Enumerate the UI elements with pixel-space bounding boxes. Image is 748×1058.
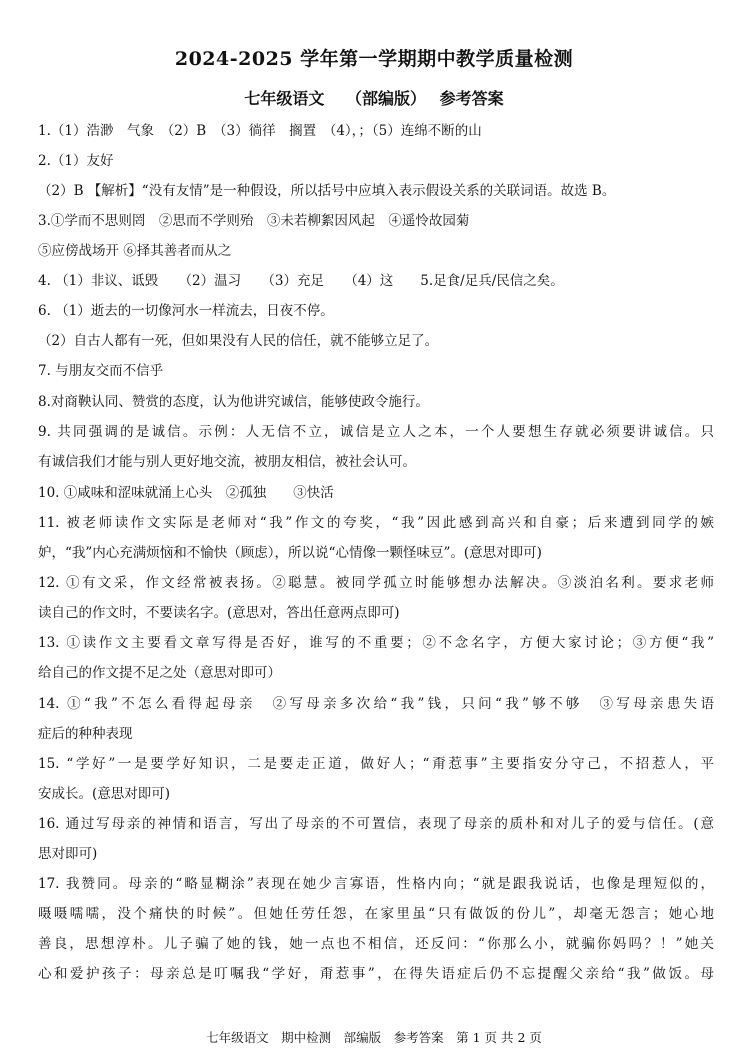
answer-line: 安成长。(意思对即可) — [38, 786, 171, 802]
answer-line: 给自己的作文提不足之处（意思对即可） — [38, 665, 281, 681]
answer-line: 3.①学而不思则罔 ②思而不学则殆 ③未若柳絮因风起 ④遥怜故园菊 — [38, 213, 470, 229]
answer-line: 有诚信我们才能与别人更好地交流，被朋友相信，被社会认可。 — [38, 454, 416, 470]
answer-line: 读自己的作文时，不要读名字。(意思对，答出任意两点即可) — [38, 605, 400, 621]
answer-line: 7. 与朋友交而不信乎 — [38, 363, 164, 379]
answer-line: 11. 被老师读作文实际是老师对“我”作文的夸奖，“我”因此感到高兴和自豪；后来遭到同学的嫉 — [38, 515, 714, 531]
answer-line: 17. 我赞同。母亲的“略显糊涂”表现在她少言寡语，性格内向；“就是跟我说话，也像是理短似的， — [38, 876, 714, 892]
answer-line: 6. （1）逝去的一切像河水一样流去，日夜不停。 — [38, 303, 334, 319]
answer-line: 12. ①有文采，作文经常被表扬。②聪慧。被同学孤立时能够想办法解决。③淡泊名利。要求老师 — [38, 575, 714, 591]
answer-line: 心和爱护孩子：母亲总是叮嘱我“学好，甭惹事”，在得失语症后仍不忘提醒父亲给“我”做饭。母 — [38, 966, 714, 982]
answer-line: 9. 共同强调的是诚信。示例：人无信不立，诚信是立人之本，一个人要想生存就必须要讲诚信。只 — [38, 424, 714, 440]
answer-line: 思对即可) — [38, 846, 98, 862]
answer-line: 16. 通过写母亲的神情和语言，写出了母亲的不可置信，表现了母亲的质朴和对儿子的爱与信任。(意 — [38, 816, 714, 832]
answer-line: 1.（1）浩渺 气象 （2）B （3）徜徉 搁置 （4），；（5）连绵不断的山 — [38, 123, 482, 139]
answer-line: 症后的种种表现 — [38, 726, 133, 742]
answer-line: 14. ①“我”不怎么看得起母亲 ②写母亲多次给“我”钱，只问“我”够不够 ③写母亲患失语 — [38, 696, 714, 712]
answer-line: 善良，思想淳朴。儿子骗了她的钱，她一点也不相信，还反问：“你那么小，就骗你妈吗？！”她关 — [38, 936, 714, 952]
document-title: 2024-2025 学年第一学期期中教学质量检测 — [174, 48, 574, 70]
page-footer: 七年级语文 期中检测 部编版 参考答案 第 1 页 共 2 页 — [206, 1030, 542, 1045]
answer-line: 8.对商鞅认同、赞赏的态度，认为他讲究诚信，能够使政令施行。 — [38, 394, 429, 410]
document-subtitle: 七年级语文 （部编版） 参考答案 — [244, 89, 504, 108]
answer-line: （2）B 【解析】“没有友情”是一种假设，所以括号中应填入表示假设关系的关联词语。故选 B。 — [38, 183, 616, 199]
answer-line: 4. （1）非议、诋毁 （2）温习 （3）充足 （4）这 5.足食/足兵/民信之矣。 — [38, 273, 564, 289]
answer-line: 2.（1）友好 — [38, 153, 114, 169]
answer-line: （2）自古人都有一死，但如果没有人民的信任，就不能够立足了。 — [38, 333, 439, 349]
answer-line: 15. “学好”一是要学好知识，二是要走正道，做好人；“甭惹事”主要指安分守己，不招惹人，平 — [38, 756, 714, 772]
answer-line: 10. ①咸味和涩味就涌上心头 ②孤独 ③快活 — [38, 485, 334, 501]
answer-line: 妒，“我”内心充满烦恼和不愉快（顾虑），所以说“心情像一颗怪味豆”。(意思对即可) — [38, 545, 542, 561]
answer-line: 嗫嗫嚅嚅，没个痛快的时候”。但她任劳任怨，在家里虽“只有做饭的份儿”，却毫无怨言；她心地 — [38, 906, 714, 922]
answer-line: 13. ①读作文主要看文章写得是否好，谁写的不重要；②不念名字，方便大家讨论；③方便“我” — [38, 635, 714, 651]
answer-line: ⑤应傍战场开 ⑥择其善者而从之 — [38, 243, 232, 259]
